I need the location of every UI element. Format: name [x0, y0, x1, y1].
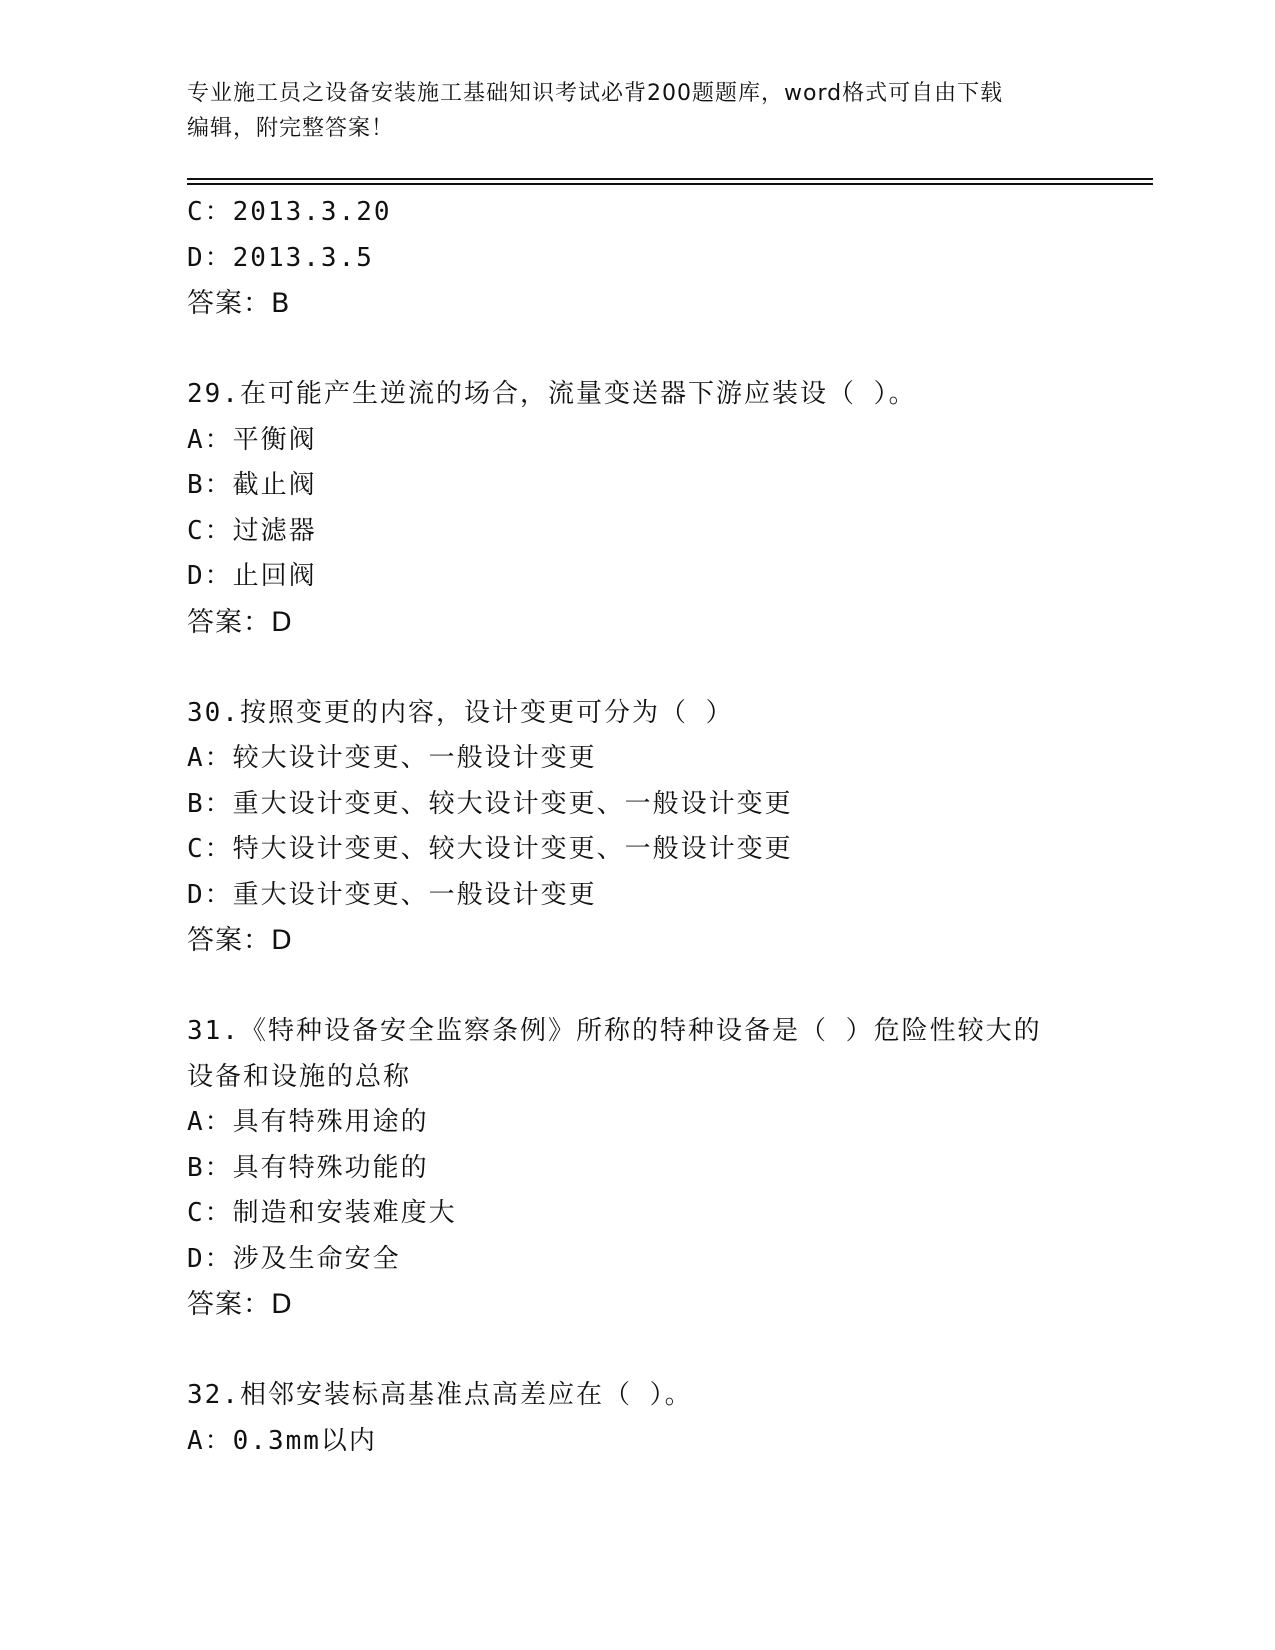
- answer-line: 答案：D: [187, 1289, 293, 1320]
- question-31-line-1: 31.《特种设备安全监察条例》所称的特种设备是（ ）危险性较大的: [187, 1016, 1042, 1046]
- option-b: B：截止阀: [187, 470, 317, 500]
- question-32: 32.相邻安装标高基准点高差应在（ ）。: [187, 1380, 693, 1410]
- option-a: A：0.3mm以内: [187, 1425, 377, 1456]
- document-header: [187, 76, 1087, 146]
- question-31-line-2: 设备和设施的总称: [187, 1061, 412, 1092]
- header-divider-bottom: [187, 183, 1153, 185]
- option-a: A：平衡阀: [187, 424, 317, 455]
- spacer: [187, 964, 1087, 1010]
- option-c: C：特大设计变更、较大设计变更、一般设计变更: [187, 834, 793, 864]
- option-d: D：2013.3.5: [187, 242, 374, 273]
- option-d: D：涉及生命安全: [187, 1243, 401, 1274]
- question-29: 29.在可能产生逆流的场合，流量变送器下游应装设（ ）。: [187, 379, 917, 409]
- option-a: A：较大设计变更、一般设计变更: [187, 743, 597, 773]
- option-a: A：具有特殊用途的: [187, 1107, 429, 1137]
- option-d: D：止回阀: [187, 561, 317, 591]
- option-c: C：过滤器: [187, 515, 317, 546]
- answer-line: 答案：D: [187, 606, 293, 638]
- question-list: [187, 190, 1087, 1464]
- answer-line: 答案：B: [187, 288, 291, 319]
- header-line-1: 专业施工员之设备安装施工基础知识考试必背200题题库，word格式可自由下载: [187, 81, 1004, 106]
- spacer: [187, 645, 1087, 691]
- option-c: C：制造和安装难度大: [187, 1198, 457, 1228]
- option-b: B：重大设计变更、较大设计变更、一般设计变更: [187, 788, 793, 819]
- header-line-2: 编辑，附完整答案！: [187, 116, 395, 141]
- header-divider-top: [187, 178, 1153, 180]
- option-c: C：2013.3.20: [187, 197, 392, 227]
- spacer: [187, 327, 1087, 373]
- answer-line: 答案：D: [187, 925, 293, 956]
- spacer: [187, 1328, 1087, 1374]
- option-b: B：具有特殊功能的: [187, 1152, 429, 1183]
- option-d: D：重大设计变更、一般设计变更: [187, 879, 597, 910]
- question-30: 30.按照变更的内容，设计变更可分为（ ）: [187, 697, 734, 728]
